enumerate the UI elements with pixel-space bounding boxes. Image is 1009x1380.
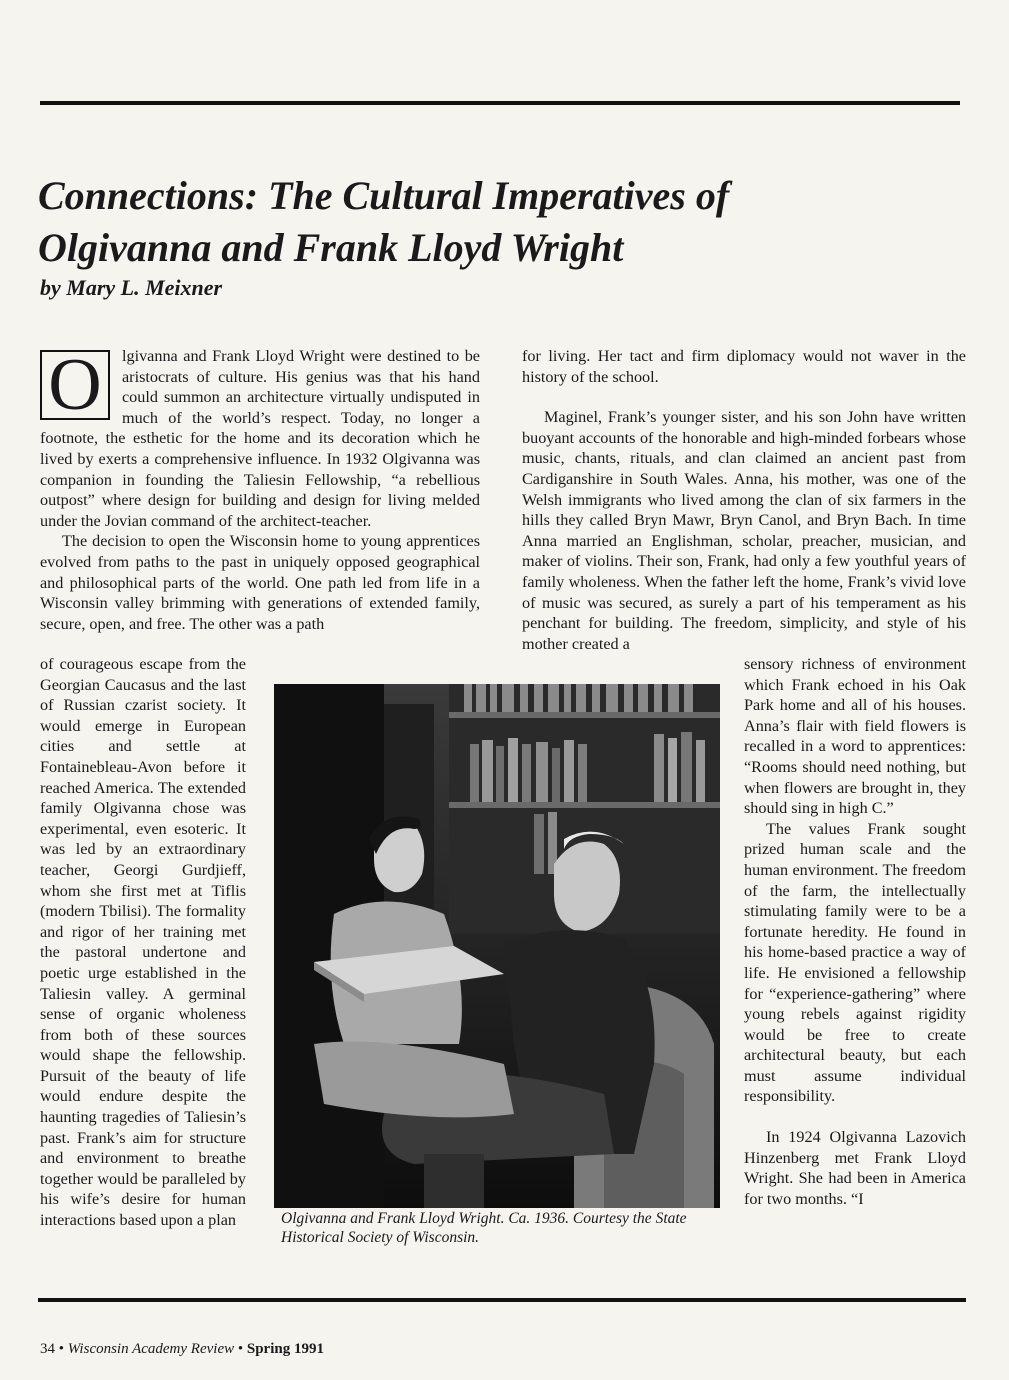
- byline: by Mary L. Meixner: [40, 275, 223, 300]
- bottom-rule: [38, 1298, 966, 1302]
- drop-cap: O: [40, 350, 110, 420]
- title-line-2: Olgivanna and Frank Lloyd Wright: [38, 225, 624, 270]
- issue-season: Spring 1991: [246, 1341, 324, 1357]
- left-column-narrow: [40, 654, 246, 1231]
- photo-caption: Olgivanna and Frank Lloyd Wright. Ca. 1936. Courtesy the State Historical Society of Wisconsin.: [281, 1210, 687, 1246]
- right-column-narrow: [744, 654, 966, 1209]
- paragraph-4-bottom: sensory richness of environment which Frank echoed in his Oak Park home and all of his houses. Anna’s flair with field flowers is recalled in a word to apprentices: “Rooms should need nothing, but when flowers are brought in, they should sing in high C.”: [744, 655, 966, 818]
- paragraph-4-top: Maginel, Frank’s younger sister, and his son John have written buoyant accounts of the honorable and high-minded forbears whose music, chants, rituals, and clan claimed an ancient past from Cardiganshire in South Wales. Anna, his mother, was one of the Welsh immigrants who lived among the clan of six farmers in the hills they called Bryn Mawr, Bryn Canol, and Bryn Bach. In time Anna married an Englishman, scholar, preacher, musician, and maker of violins. Their son, Frank, had only a few youthful years of family wholeness. When the father left the home, Frank’s vivid love of music was secured, as surely a part of his temperament as his penchant for building. The freedom, simplicity, and style of his mother created a: [522, 408, 966, 653]
- paragraph-2-top: The decision to open the Wisconsin home to young apprentices evolved from paths to the past in uniquely opposed geographical and philosophical parts of the world. One path led from life in a Wisconsin valley brimming with generations of extended family, secure, open, and free. The other was a path: [40, 532, 480, 633]
- page-number: 34: [40, 1341, 55, 1357]
- paragraph-2-bottom: of courageous escape from the Georgian Caucasus and the last of Russian czarist society. It would emerge in European cities and settle at Fontainebleau-Avon before it reached America. The extended family Olgivanna chose was experimental, even esoteric. It was led by an extraordinary teacher, Georgi Gurdjieff, whom she first met at Tiflis (modern Tbilisi). The formality and rigor of her training met the pastoral undertone and poetic urge established in the Taliesin valley. A germinal sense of organic wholeness from both of these sources would shape the fellowship. Pursuit of the beauty of life would endure despite the haunting tragedies of Taliesin’s past. Frank’s aim for structure and environment to breathe together would be paralleled by his wife’s desire for human interactions based upon a plan: [40, 655, 246, 1230]
- top-rule: [40, 101, 960, 105]
- left-column-top: [40, 346, 480, 634]
- paragraph-5: The values Frank sought prized human scale and the human environment. The freedom of the farm, the intellectually stimulating family were to be a fortunate heredity. He found in his home-based practice a way of life. He envisioned a fellowship for “experience-gathering” where young rebels against rigidity would be free to create architectural beauty, but each must assume individual responsibility.: [744, 819, 966, 1106]
- photograph: [274, 684, 720, 1208]
- footer-separator: •: [55, 1341, 68, 1357]
- footer-separator: •: [234, 1341, 247, 1357]
- paragraph-1-text: lgivanna and Frank Lloyd Wright were destined to be aristocrats of culture. His genius was that his hand could summon an architecture virtually undisputed in much of the world’s respect. Today, no longer a footnote, the esthetic for the home and its decoration which he lived by exerts a comprehensive influence. In 1932 Olgivanna was companion in founding the Taliesin Fellowship, “a rebellious outpost” where design for building and design for living melded under the Jovian command of the architect-teacher.: [40, 347, 480, 530]
- paragraph-3: for living. Her tact and firm diplomacy would not waver in the history of the school.: [522, 347, 966, 386]
- magazine-name: Wisconsin Academy Review: [67, 1341, 235, 1357]
- paragraph-6: In 1924 Olgivanna Lazovich Hinzenberg met Frank Lloyd Wright. She had been in America for two months. “I: [744, 1128, 966, 1208]
- right-column-top: [522, 346, 966, 654]
- article-title: [38, 170, 938, 274]
- paragraph-1: [40, 346, 480, 531]
- title-line-1: Connections: The Cultural Imperatives of: [38, 173, 730, 218]
- photo-illustration: [274, 684, 720, 1208]
- page-footer: [40, 1341, 324, 1358]
